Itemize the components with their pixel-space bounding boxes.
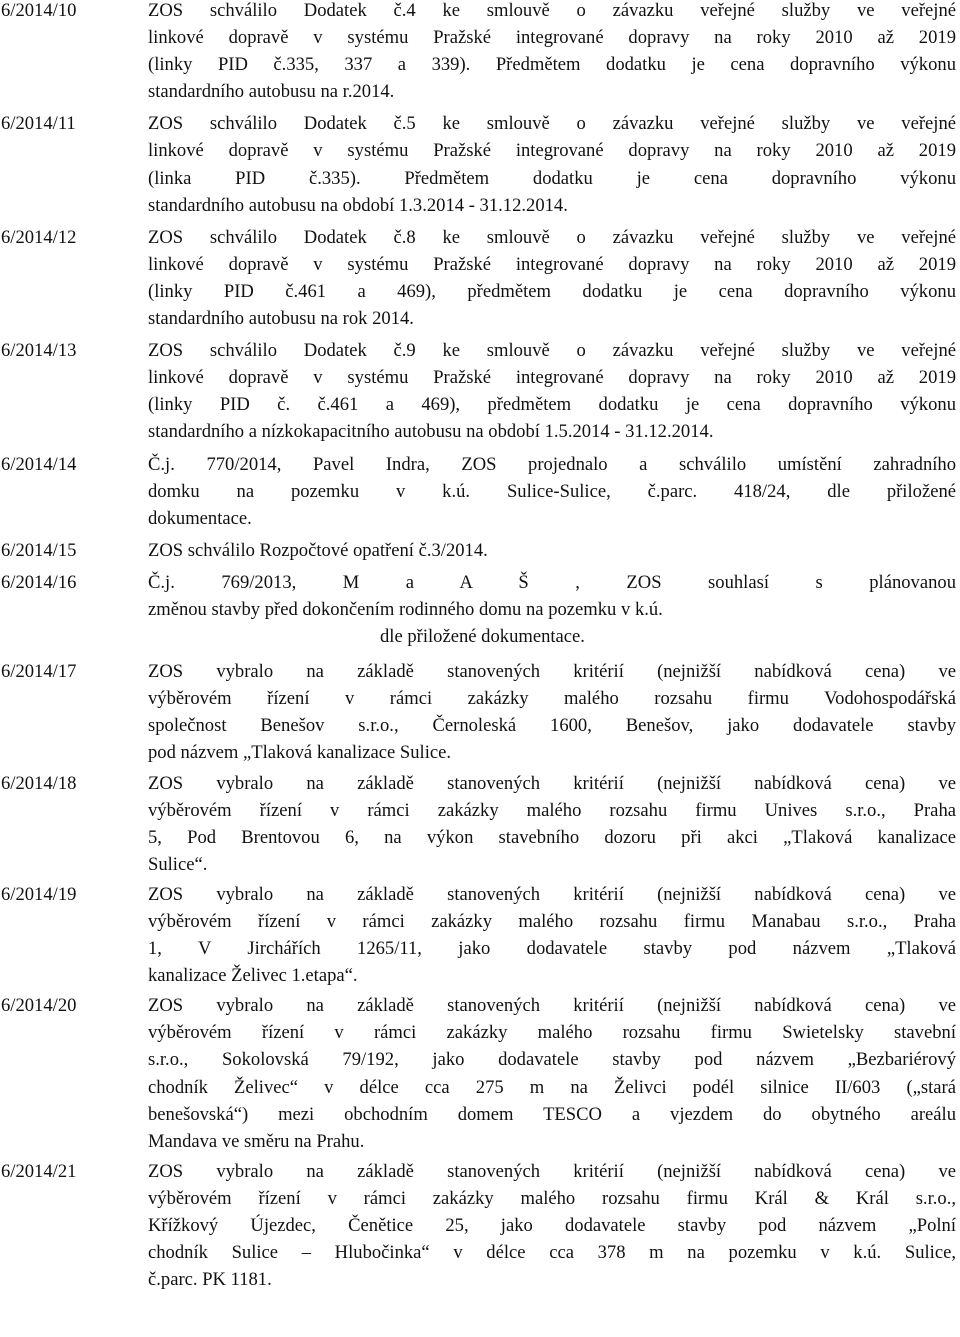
text-line: ZOS schválilo Dodatek č.5 ke smlouvě o závazku veřejné služby ve veřejné xyxy=(148,113,956,135)
resolution-entry xyxy=(0,0,960,105)
text-line: změnou stavby před dokončením rodinného domu na pozemku v k.ú. xyxy=(148,598,663,620)
resolution-entry xyxy=(0,1158,960,1293)
text-line: standardního a nízkokapacitního autobusu na období 1.5.2014 - 31.12.2014. xyxy=(148,421,714,443)
resolution-number: 6/2014/17 xyxy=(1,661,77,683)
resolution-number: 6/2014/15 xyxy=(1,539,77,561)
resolution-entry xyxy=(0,451,960,532)
text-line: výběrovém řízení v rámci zakázky malého rozsahu firmu Unives s.r.o., Praha xyxy=(148,799,956,821)
resolution-text xyxy=(148,537,956,564)
text-line: pod názvem „Tlaková kanalizace Sulice. xyxy=(148,742,452,764)
resolution-entry xyxy=(0,992,960,1155)
resolution-entry xyxy=(0,537,960,564)
text-line: Č.j. 770/2014, Pavel Indra, ZOS projednalo a schválilo umístění zahradního xyxy=(148,453,956,475)
text-line: výběrovém řízení v rámci zakázky malého rozsahu firmu Swietelsky stavební xyxy=(148,1022,956,1044)
text-line: č.parc. PK 1181. xyxy=(148,1269,272,1291)
resolution-number: 6/2014/10 xyxy=(1,0,77,21)
text-line: (linky PID č.461 a 469), předmětem dodatku je cena dopravního výkonu xyxy=(148,280,956,302)
resolution-text xyxy=(148,569,956,650)
resolution-number: 6/2014/21 xyxy=(1,1160,77,1182)
text-line: ZOS vybralo na základě stanovených kritérií (nejnižší nabídková cena) ve xyxy=(148,661,956,683)
resolution-text xyxy=(148,770,956,878)
resolution-text xyxy=(148,224,956,332)
resolution-number: 6/2014/18 xyxy=(1,772,77,794)
text-line: (linka PID č.335). Předmětem dodatku je cena dopravního výkonu xyxy=(148,167,956,189)
text-line: s.r.o., Sokolovská 79/192, jako dodavatele stavby pod názvem „Bezbariérový xyxy=(148,1049,956,1071)
text-line: společnost Benešov s.r.o., Černoleská 1600, Benešov, jako dodavatele stavby xyxy=(148,715,956,737)
text-line: linkové dopravě v systému Pražské integrované dopravy na roky 2010 až 2019 xyxy=(148,27,956,49)
text-line: standardního autobusu na období 1.3.2014 - 31.12.2014. xyxy=(148,194,568,216)
resolution-text xyxy=(148,337,956,445)
text-line: 1, V Jirchářích 1265/11, jako dodavatele stavby pod názvem „Tlaková xyxy=(148,938,956,960)
resolution-entry xyxy=(0,658,960,766)
resolution-entry xyxy=(0,110,960,218)
text-line: výběrovém řízení v rámci zakázky malého rozsahu firmu Vodohospodářská xyxy=(148,688,956,710)
resolution-text xyxy=(148,1158,956,1293)
resolution-number: 6/2014/13 xyxy=(1,340,77,362)
text-line: benešovská“) mezi obchodním domem TESCO a vjezdem do obytného areálu xyxy=(148,1103,956,1125)
text-line: Mandava ve směru na Prahu. xyxy=(148,1130,365,1152)
text-line: 5, Pod Brentovou 6, na výkon stavebního dozoru při akci „Tlaková kanalizace xyxy=(148,826,956,848)
text-line: ZOS schválilo Dodatek č.4 ke smlouvě o závazku veřejné služby ve veřejné xyxy=(148,0,956,21)
resolution-entry xyxy=(0,770,960,878)
text-line: ZOS vybralo na základě stanovených kritérií (nejnižší nabídková cena) ve xyxy=(148,995,956,1017)
resolution-text xyxy=(148,110,956,218)
resolution-entry xyxy=(0,569,960,650)
text-line: Sulice“. xyxy=(148,853,208,875)
text-line: ZOS vybralo na základě stanovených kritérií (nejnižší nabídková cena) ve xyxy=(148,1160,956,1182)
resolution-text xyxy=(148,451,956,532)
text-line: dokumentace. xyxy=(148,507,252,529)
text-line: standardního autobusu na rok 2014. xyxy=(148,308,414,330)
resolution-entry xyxy=(0,224,960,332)
resolution-number: 6/2014/20 xyxy=(1,995,77,1017)
text-line: linkové dopravě v systému Pražské integrované dopravy na roky 2010 až 2019 xyxy=(148,140,956,162)
text-line: ZOS vybralo na základě stanovených kritérií (nejnižší nabídková cena) ve xyxy=(148,883,956,905)
text-line: Křížkový Újezdec, Čenětice 25, jako dodavatele stavby pod názvem „Polní xyxy=(148,1215,956,1237)
resolution-number: 6/2014/12 xyxy=(1,226,77,248)
resolution-text xyxy=(148,992,956,1155)
resolution-entry xyxy=(0,337,960,445)
resolution-number: 6/2014/19 xyxy=(1,883,77,905)
text-line: kanalizace Želivec 1.etapa“. xyxy=(148,965,358,987)
text-line: ZOS schválilo Dodatek č.9 ke smlouvě o závazku veřejné služby ve veřejné xyxy=(148,340,956,362)
resolution-text xyxy=(148,658,956,766)
text-line: Č.j. 769/2013, M a A Š , ZOS souhlasí s plánovanou xyxy=(148,571,956,593)
resolution-number: 6/2014/14 xyxy=(1,453,77,475)
text-line: chodník Sulice – Hlubočinka“ v délce cca 378 m na pozemku v k.ú. Sulice, xyxy=(148,1242,956,1264)
text-line: (linky PID č.335, 337 a 339). Předmětem dodatku je cena dopravního výkonu xyxy=(148,54,956,76)
resolution-number: 6/2014/16 xyxy=(1,571,77,593)
text-line: ZOS schválilo Rozpočtové opatření č.3/2014. xyxy=(148,539,488,561)
text-line: dle přiložené dokumentace. xyxy=(380,626,585,648)
text-line: standardního autobusu na r.2014. xyxy=(148,81,395,103)
text-line: chodník Želivec“ v délce cca 275 m na Želivci podél silnice II/603 („stará xyxy=(148,1076,956,1098)
resolution-text xyxy=(148,0,956,105)
resolution-entry xyxy=(0,881,960,989)
resolution-text xyxy=(148,881,956,989)
text-line: domku na pozemku v k.ú. Sulice-Sulice, č.parc. 418/24, dle přiložené xyxy=(148,480,956,502)
text-line: linkové dopravě v systému Pražské integrované dopravy na roky 2010 až 2019 xyxy=(148,253,956,275)
resolution-number: 6/2014/11 xyxy=(1,113,76,135)
text-line: (linky PID č. č.461 a 469), předmětem dodatku je cena dopravního výkonu xyxy=(148,394,956,416)
text-line: výběrovém řízení v rámci zakázky malého rozsahu firmu Manabau s.r.o., Praha xyxy=(148,911,956,932)
text-line: ZOS schválilo Dodatek č.8 ke smlouvě o závazku veřejné služby ve veřejné xyxy=(148,226,956,248)
text-line: výběrovém řízení v rámci zakázky malého rozsahu firmu Král & Král s.r.o., xyxy=(148,1187,956,1209)
text-line: ZOS vybralo na základě stanovených kritérií (nejnižší nabídková cena) ve xyxy=(148,772,956,794)
text-line: linkové dopravě v systému Pražské integrované dopravy na roky 2010 až 2019 xyxy=(148,367,956,389)
